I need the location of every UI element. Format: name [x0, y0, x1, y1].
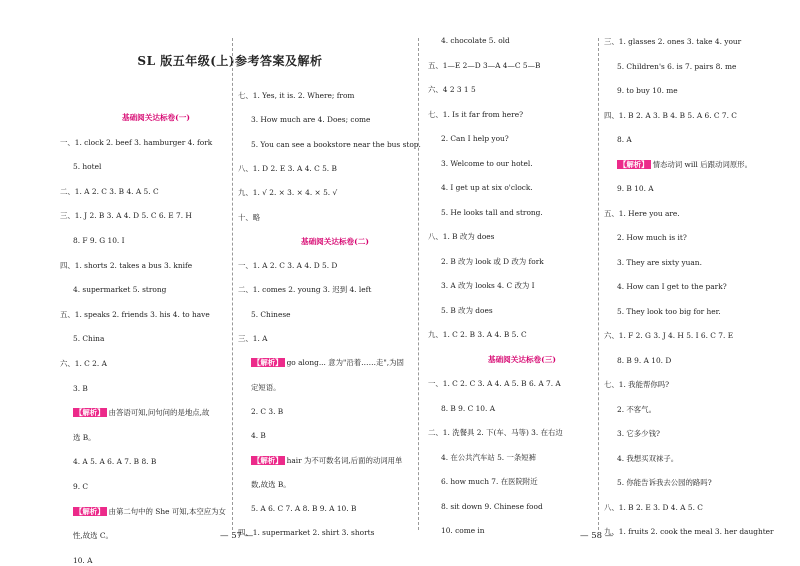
answer-line: 三、1. A [238, 334, 268, 343]
answer-line: 2. 不客气。 [617, 404, 656, 414]
answer-line: 3. 它多少钱? [617, 429, 660, 438]
answer-line: 九、1. √ 2. × 3. × 4. × 5. √ [238, 188, 338, 198]
answer-line: 2. How much is it? [617, 233, 687, 242]
answer-line: 十、略 [238, 212, 261, 222]
answer-line: 2. B 改为 look 或 D 改为 fork [441, 256, 544, 266]
analysis-line [251, 456, 402, 466]
answer-line: 五、1. speaks 2. friends 3. his 4. to have [60, 309, 210, 319]
analysis-text: 由第二句中的 She 可知,本空应为女 [108, 506, 226, 516]
answer-line: 四、1. shorts 2. takes a bus 3. knife [60, 260, 193, 270]
answer-line: 一、1. A 2. C 3. A 4. D 5. D [238, 261, 338, 271]
answer-line: 5. B 改为 does [441, 305, 493, 315]
answer-line: 三、1. J 2. B 3. A 4. D 5. C 6. E 7. H [60, 211, 192, 221]
answer-line: 5. You can see a bookstore near the bus stop. [251, 139, 421, 149]
page-title: SL 版五年级(上)参考答案及解析 [137, 54, 323, 68]
answer-line: 七、1. Yes, it is. 2. Where; from [238, 91, 355, 100]
analysis-line [73, 507, 226, 517]
answer-line: 8. sit down 9. Chinese food [441, 501, 543, 511]
analysis-text: 由答语可知,问句问的是地点,故 [108, 408, 210, 418]
answer-line: 3. Welcome to our hotel. [441, 158, 533, 168]
answer-line: 五、1. Here you are. [604, 208, 680, 218]
analysis-tag: 【解析】 [253, 455, 283, 465]
answer-line: 选 B。 [73, 432, 96, 442]
page-divider [418, 38, 419, 530]
answer-line: 8. F 9. G 10. I [73, 236, 125, 245]
answer-line: 3. A 改为 looks 4. C 改为 I [441, 281, 535, 290]
answer-line: 九、1. C 2. B 3. A 4. B 5. C [428, 330, 527, 339]
answer-line: 8. A [617, 135, 632, 144]
answer-line: 一、1. C 2. C 3. A 4. A 5. B 6. A 7. A [428, 379, 561, 388]
section-heading: 基础阅关达标卷(二) [301, 236, 369, 246]
analysis-tag: 【解析】 [619, 159, 649, 169]
answer-line: 4. I get up at six o'clock. [441, 183, 533, 192]
answer-line: 5. They look too big for her. [617, 306, 721, 316]
answer-line: 二、1. A 2. C 3. B 4. A 5. C [60, 186, 159, 196]
section-heading: 基础阅关达标卷(一) [122, 113, 190, 122]
answer-line: 5. A 6. C 7. A 8. B 9. A 10. B [251, 504, 357, 514]
answer-line: 5. Children's 6. is 7. pairs 8. me [617, 61, 737, 71]
analysis-text: go along... 意为"沿着……走",为固 [286, 358, 404, 368]
analysis-line [251, 358, 404, 368]
answer-line: 性,故选 C。 [73, 531, 113, 541]
answer-line: 5. 你能告诉我去公园的路吗? [617, 478, 712, 487]
answer-line: 八、1. B 改为 does [428, 232, 495, 241]
analysis-text: 情态动词 will 后跟动词原形。 [652, 159, 752, 169]
answer-line: 10. A [73, 555, 93, 565]
answer-line: 4. 在公共汽车站 5. 一条短裤 [441, 452, 537, 462]
analysis-text: hair 为不可数名词,后面的动词用单 [286, 455, 403, 465]
section-heading: 基础阅关达标卷(三) [488, 354, 556, 364]
answer-line: 3. How much are 4. Does; come [251, 115, 371, 125]
answer-line: 5. hotel [73, 162, 102, 172]
answer-line: 三、1. glasses 2. ones 3. take 4. your [604, 37, 742, 46]
analysis-line [617, 160, 752, 170]
answer-line: 9. to buy 10. me [617, 86, 678, 95]
answer-line: 二、1. comes 2. young 3. 迟到 4. left [238, 285, 372, 295]
answer-line: 4. B [251, 431, 266, 441]
answer-line: 3. They are sixty yuan. [617, 257, 702, 267]
answer-line: 六、1. F 2. G 3. J 4. H 5. I 6. C 7. E [604, 331, 734, 340]
answer-line: 10. come in [441, 526, 485, 535]
answer-line: 2. C 3. B [251, 406, 284, 416]
page-number-left: — 57 — [220, 531, 254, 541]
answer-line: 4. chocolate 5. old [441, 36, 510, 45]
answer-line: 八、1. B 2. E 3. D 4. A 5. C [604, 502, 703, 512]
answer-line: 定短语。 [251, 382, 281, 392]
answer-line: 3. B [73, 383, 88, 393]
answer-line: 6. how much 7. 在医院附近 [441, 477, 538, 486]
analysis-tag: 【解析】 [253, 358, 283, 368]
answer-line: 六、4 2 3 1 5 [428, 85, 476, 94]
answer-line: 六、1. C 2. A [60, 359, 107, 368]
answer-line: 8. B 9. C 10. A [441, 403, 496, 413]
answer-line: 七、1. 我能帮你吗? [604, 380, 670, 389]
answer-line: 四、1. B 2. A 3. B 4. B 5. A 6. C 7. C [604, 110, 737, 120]
answer-line: 5. Chinese [251, 309, 291, 319]
answer-line: 5. He looks tall and strong. [441, 207, 543, 217]
answer-line: 二、1. 洗餐具 2. 下(车、马等) 3. 在右边 [428, 428, 563, 437]
answer-line: 4. How can I get to the park? [617, 282, 727, 291]
answer-line: 9. C [73, 482, 89, 491]
answer-line: 2. Can I help you? [441, 134, 509, 143]
page-number-right: — 58 — [580, 531, 614, 541]
analysis-line [73, 408, 209, 418]
answer-line: 4. supermarket 5. strong [73, 285, 167, 295]
answer-line: 八、1. D 2. E 3. A 4. C 5. B [238, 163, 337, 173]
column-divider [232, 38, 233, 530]
answer-line: 四、1. supermarket 2. shirt 3. shorts [238, 528, 375, 538]
analysis-tag: 【解析】 [75, 408, 105, 418]
answer-line: 七、1. Is it far from here? [428, 109, 524, 119]
answer-line: 一、1. clock 2. beef 3. hamburger 4. fork [60, 137, 213, 147]
answer-line: 4. 我想买双袜子。 [617, 453, 679, 463]
answer-line: 五、1—E 2—D 3—A 4—C 5—B [428, 60, 541, 70]
column-divider [598, 38, 599, 530]
answer-line: 5. China [73, 334, 105, 344]
answer-line: 数,故选 B。 [251, 479, 291, 489]
answer-line: 4. A 5. A 6. A 7. B 8. B [73, 457, 157, 467]
answer-line: 8. B 9. A 10. D [617, 355, 672, 365]
answer-line: 9. B 10. A [617, 184, 654, 193]
answer-line: 九、1. fruits 2. cook the meal 3. her daughter [604, 527, 774, 536]
analysis-tag: 【解析】 [75, 506, 105, 516]
